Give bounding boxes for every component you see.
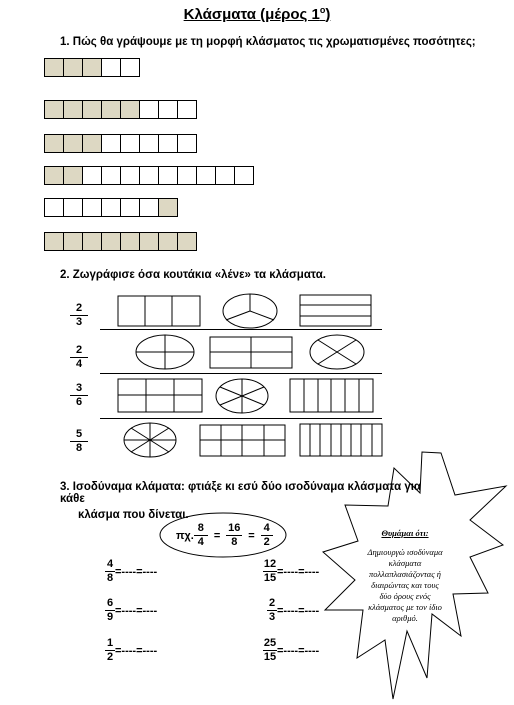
question-3-line1: 3. Ισοδύναμα κλάματα: φτιάξε κι εσύ δύο ισοδύναμα κλάσματα για κάθε [60,481,422,505]
question-1-text: 1. Πώς θα γράψουμε με τη μορφή κλάσματος τις χρωματισμένες ποσότητες; [60,36,476,48]
circle-thirds [223,294,277,328]
reminder-line: δύο όρους ενός [379,591,431,601]
circle-sixths [216,379,268,413]
rect-thirds-vertical [118,296,200,326]
reminder-line: πολλαπλασιάζοντας ή [368,569,442,579]
equivalence-item: $\frac{6}{9}$ =----=---- [106,597,158,623]
fraction-5-8: $\frac{5}{8}$ [70,428,88,455]
fraction-3-6: $\frac{3}{6}$ [70,382,88,409]
reminder-line: αριθμό. [392,613,418,623]
rect-eighths-strips [300,424,382,456]
question-3-line2: κλάσμα που δίνεται. [78,509,189,521]
example-fraction: $\frac{8}{4}$ [194,522,208,549]
rect-thirds-horizontal [300,295,371,326]
circle-eighths [124,423,176,457]
fraction-2-4: $\frac{2}{4}$ [70,344,88,371]
reminder-title: Θυμάμαι ότι: [381,528,429,538]
equivalence-item: $\frac{12}{15}$ =----=---- [263,558,320,584]
question-2-text: 2. Ζωγράφισε όσα κουτάκια «λένε» τα κλάσματα. [60,269,326,281]
example-fraction: $\frac{16}{8}$ [228,522,241,548]
equivalence-item: $\frac{1}{2}$ =----=---- [106,637,158,663]
reminder-note [360,528,450,624]
reminder-line: κλάσματος με τον ίδιο [368,602,442,612]
equivalence-item: $\frac{2}{3}$ =----=---- [268,597,320,623]
rect-eighths-grid [200,425,285,456]
question-3-text [60,481,440,521]
rect-quarters [210,337,292,368]
equivalence-item: $\frac{25}{15}$ =----=---- [263,637,320,663]
circle-quarters-diagonal [310,335,364,369]
example-equation: πχ. $\frac{8}{4}$ = $\frac{16}{8}$ = $\frac{4}{2}$ [176,522,273,549]
rect-sixths-grid [118,379,202,412]
reminder-line: Δημιουργώ ισοδύναμα [367,547,443,557]
circle-quarters [136,335,194,369]
fraction-2-3: $\frac{2}{3}$ [70,302,88,329]
page-title: Κλάσματα (μέρος $1^o$) [183,5,331,23]
rect-sixths-strips [290,379,373,412]
reminder-line: διαιρώντας και τους [371,580,439,590]
equivalence-item: $\frac{4}{8}$ =----=---- [106,558,158,584]
example-fraction: $\frac{4}{2}$ [261,522,273,549]
reminder-line: κλάσματα [388,558,422,568]
